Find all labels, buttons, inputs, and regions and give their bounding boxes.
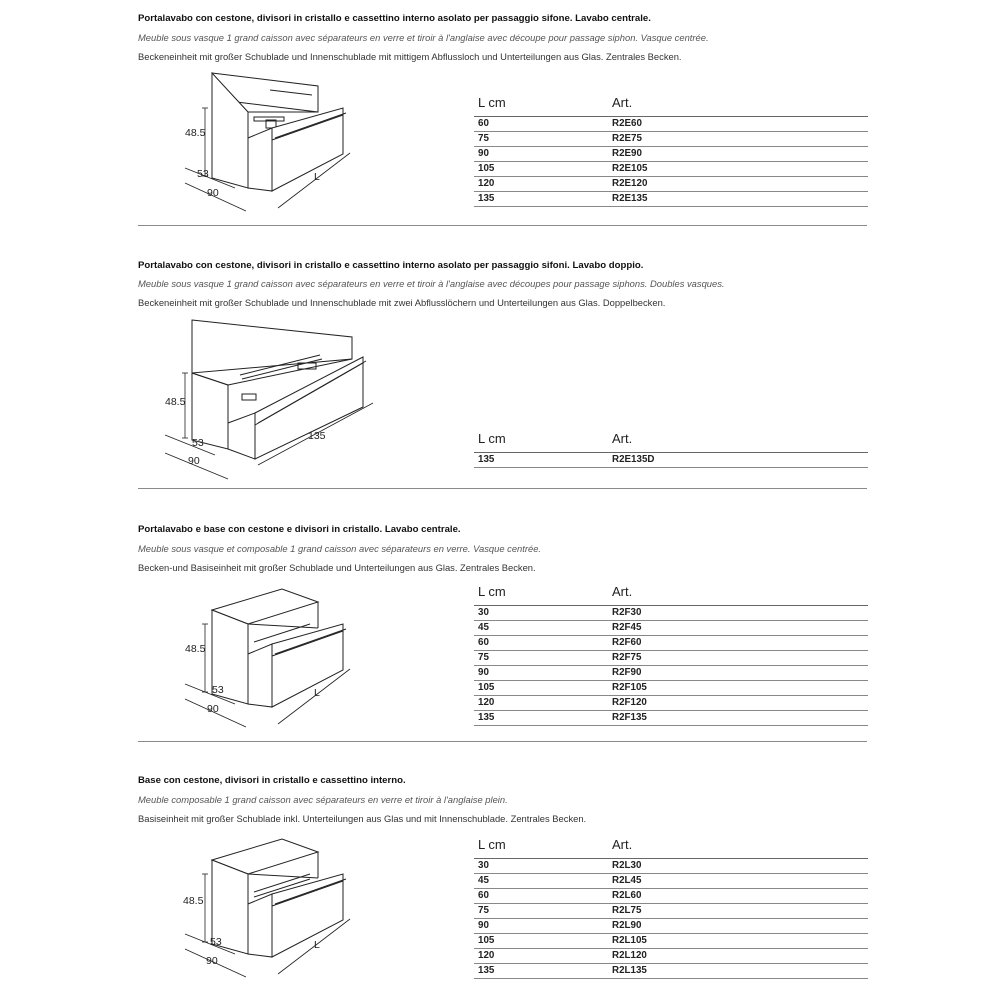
- table-row: [474, 859, 868, 874]
- column-header-length: L cm: [478, 837, 506, 852]
- length-cell: 60: [478, 118, 489, 129]
- length-cell: 75: [478, 905, 489, 916]
- section-divider: [138, 225, 867, 226]
- table-row: [474, 132, 868, 147]
- article-code-cell: R2F105: [612, 682, 647, 693]
- length-cell: 135: [478, 454, 495, 465]
- section-description-de: Basiseinheit mit großer Schublade inkl. Unterteilungen aus Glas und mit Innenschublade. Zentrales Becken.: [138, 813, 587, 824]
- table-row: [474, 606, 868, 621]
- dimension-label: L: [314, 171, 320, 183]
- length-cell: 45: [478, 622, 489, 633]
- table-header: [474, 92, 868, 117]
- article-code-cell: R2L135: [612, 965, 647, 976]
- dimension-label: 48.5: [185, 643, 206, 655]
- length-cell: 30: [478, 607, 489, 618]
- dimension-label: 48.5: [183, 895, 204, 907]
- dimension-label: 135: [308, 430, 326, 442]
- section-description-fr: Meuble sous vasque 1 grand caisson avec séparateurs en verre et tiroir à l'anglaise avec découpes pour passage siphons. Doubles vasques.: [138, 278, 725, 289]
- dimension-label: 90: [207, 187, 219, 199]
- table-row: [474, 177, 868, 192]
- article-code-cell: R2E105: [612, 163, 648, 174]
- table-row: [474, 934, 868, 949]
- article-code-cell: R2E90: [612, 148, 642, 159]
- cabinet-drawing: [180, 834, 370, 984]
- table-row: [474, 949, 868, 964]
- dimensions-table: [474, 581, 868, 726]
- article-code-cell: R2L60: [612, 890, 642, 901]
- length-cell: 120: [478, 178, 495, 189]
- table-row: [474, 666, 868, 681]
- table-row: [474, 919, 868, 934]
- section-title: Portalavabo e base con cestone e divisori in cristallo. Lavabo centrale.: [138, 524, 461, 535]
- length-cell: 30: [478, 860, 489, 871]
- length-cell: 60: [478, 637, 489, 648]
- table-row: [474, 453, 868, 468]
- article-code-cell: R2F45: [612, 622, 642, 633]
- column-header-length: L cm: [478, 95, 506, 110]
- section-description-de: Beckeneinheit mit großer Schublade und Innenschublade mit zwei Abflusslöchern und Unterteilungen aus Glas. Doppelbecken.: [138, 297, 666, 308]
- section-title: Portalavabo con cestone, divisori in cristallo e cassettino interno asolato per passaggio sifone. Lavabo centrale.: [138, 13, 651, 24]
- length-cell: 60: [478, 890, 489, 901]
- dimensions-table: [474, 834, 868, 979]
- dimension-label: 90: [207, 703, 219, 715]
- table-row: [474, 964, 868, 979]
- table-row: [474, 147, 868, 162]
- dimension-label: 53: [192, 437, 204, 449]
- length-cell: 120: [478, 697, 495, 708]
- length-cell: 75: [478, 652, 489, 663]
- article-code-cell: R2F30: [612, 607, 642, 618]
- length-cell: 135: [478, 965, 495, 976]
- article-code-cell: R2F75: [612, 652, 642, 663]
- article-code-cell: R2L45: [612, 875, 642, 886]
- length-cell: 135: [478, 712, 495, 723]
- section-description-fr: Meuble sous vasque 1 grand caisson avec séparateurs en verre et tiroir à l'anglaise avec découpe pour passage siphon. Vasque centrée.: [138, 32, 709, 43]
- section-title: Base con cestone, divisori in cristallo e cassettino interno.: [138, 775, 406, 786]
- table-row: [474, 651, 868, 666]
- column-header-article: Art.: [612, 584, 633, 599]
- table-row: [474, 636, 868, 651]
- length-cell: 105: [478, 163, 495, 174]
- length-cell: 105: [478, 935, 495, 946]
- table-row: [474, 681, 868, 696]
- length-cell: 45: [478, 875, 489, 886]
- article-code-cell: R2F60: [612, 637, 642, 648]
- table-row: [474, 889, 868, 904]
- length-cell: 120: [478, 950, 495, 961]
- table-row: [474, 117, 868, 132]
- length-cell: 75: [478, 133, 489, 144]
- article-code-cell: R2E75: [612, 133, 642, 144]
- dimension-label: 48.5: [165, 396, 186, 408]
- column-header-length: L cm: [478, 584, 506, 599]
- dimension-label: L: [314, 687, 320, 699]
- article-code-cell: R2F90: [612, 667, 642, 678]
- dimension-label: 53: [197, 168, 209, 180]
- column-header-article: Art.: [612, 95, 633, 110]
- section-description-de: Becken-und Basiseinheit mit großer Schublade und Unterteilungen aus Glas. Zentrales Becken.: [138, 562, 536, 573]
- length-cell: 90: [478, 920, 489, 931]
- article-code-cell: R2L75: [612, 905, 642, 916]
- article-code-cell: R2E135: [612, 193, 648, 204]
- article-code-cell: R2L120: [612, 950, 647, 961]
- table-row: [474, 192, 868, 207]
- table-row: [474, 696, 868, 711]
- column-header-article: Art.: [612, 431, 633, 446]
- dimension-label: 53: [210, 936, 222, 948]
- dimension-label: 53: [212, 684, 224, 696]
- table-header: [474, 428, 868, 453]
- column-header-article: Art.: [612, 837, 633, 852]
- dimension-label: 48.5: [185, 127, 206, 139]
- table-row: [474, 162, 868, 177]
- table-row: [474, 711, 868, 726]
- article-code-cell: R2L105: [612, 935, 647, 946]
- section-description-fr: Meuble sous vasque et composable 1 grand caisson avec séparateurs en verre. Vasque centrée.: [138, 543, 542, 554]
- article-code-cell: R2F120: [612, 697, 647, 708]
- section-divider: [138, 741, 867, 742]
- table-row: [474, 904, 868, 919]
- section-description-fr: Meuble composable 1 grand caisson avec séparateurs en verre et tiroir à l'anglaise plein.: [138, 794, 508, 805]
- article-code-cell: R2E60: [612, 118, 642, 129]
- article-code-cell: R2L90: [612, 920, 642, 931]
- cabinet-drawing: [180, 68, 370, 218]
- dimension-label: 90: [188, 455, 200, 467]
- table-row: [474, 621, 868, 636]
- section-divider: [138, 488, 867, 489]
- length-cell: 90: [478, 667, 489, 678]
- section-description-de: Beckeneinheit mit großer Schublade und Innenschublade mit mittigem Abflussloch und Unterteilungen aus Glas. Zentrales Becken.: [138, 51, 682, 62]
- dimension-label: L: [314, 939, 320, 951]
- length-cell: 105: [478, 682, 495, 693]
- table-row: [474, 874, 868, 889]
- article-code-cell: R2F135: [612, 712, 647, 723]
- article-code-cell: R2E120: [612, 178, 648, 189]
- article-code-cell: R2E135D: [612, 454, 655, 465]
- dimensions-table: [474, 428, 868, 468]
- column-header-length: L cm: [478, 431, 506, 446]
- cabinet-drawing: [180, 584, 370, 734]
- section-title: Portalavabo con cestone, divisori in cristallo e cassettino interno asolato per passaggio sifoni. Lavabo doppio.: [138, 260, 644, 271]
- table-header: [474, 581, 868, 606]
- dimensions-table: [474, 92, 868, 207]
- table-header: [474, 834, 868, 859]
- length-cell: 90: [478, 148, 489, 159]
- length-cell: 135: [478, 193, 495, 204]
- article-code-cell: R2L30: [612, 860, 642, 871]
- dimension-label: 90: [206, 955, 218, 967]
- double-cabinet-drawing: [160, 315, 390, 485]
